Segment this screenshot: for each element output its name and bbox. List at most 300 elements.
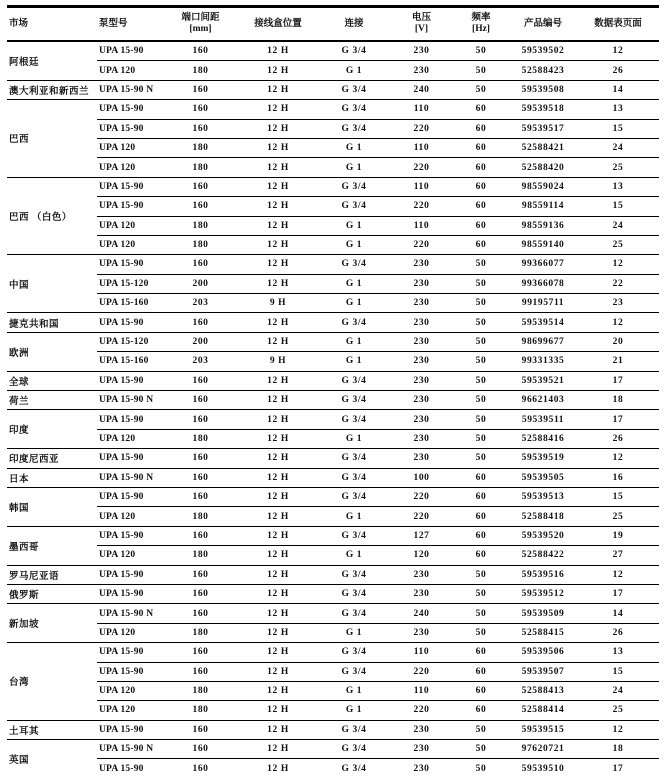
voltage-cell: 230: [390, 565, 453, 584]
table-row: [7, 526, 659, 545]
table-row: [7, 740, 659, 759]
datasheet-page-cell: 14: [577, 80, 659, 99]
pump-model-cell: UPA 15-90: [97, 41, 163, 61]
table-row: [7, 235, 659, 254]
connection-cell: G 3/4: [318, 371, 390, 390]
product-number-cell: 59539511: [509, 410, 577, 429]
port-spacing-cell: 160: [163, 100, 238, 119]
frequency-cell: 50: [453, 61, 509, 80]
pump-model-cell: UPA 120: [97, 61, 163, 80]
port-spacing-cell: 180: [163, 681, 238, 700]
port-spacing-cell: 180: [163, 429, 238, 448]
connection-cell: G 3/4: [318, 526, 390, 545]
port-spacing-cell: 203: [163, 352, 238, 371]
junction-box-cell: 12 H: [238, 487, 318, 506]
header-label: 接线盒位置: [254, 18, 302, 29]
port-spacing-cell: 160: [163, 410, 238, 429]
voltage-cell: 230: [390, 255, 453, 274]
frequency-cell: 50: [453, 565, 509, 584]
datasheet-page-cell: 12: [577, 313, 659, 332]
product-number-cell: 52588422: [509, 546, 577, 565]
datasheet-page-cell: 20: [577, 332, 659, 351]
pump-model-cell: UPA 15-160: [97, 352, 163, 371]
frequency-cell: 60: [453, 119, 509, 138]
port-spacing-cell: 160: [163, 662, 238, 681]
junction-box-cell: 12 H: [238, 449, 318, 468]
voltage-cell: 220: [390, 119, 453, 138]
table-row: [7, 449, 659, 468]
datasheet-page-cell: 26: [577, 429, 659, 448]
port-spacing-cell: 160: [163, 41, 238, 61]
table-row: [7, 313, 659, 332]
voltage-cell: 230: [390, 391, 453, 410]
market-cell: 捷克共和国: [7, 313, 97, 332]
junction-box-cell: 12 H: [238, 507, 318, 526]
voltage-cell: 240: [390, 80, 453, 99]
frequency-cell: 50: [453, 313, 509, 332]
pump-model-cell: UPA 120: [97, 158, 163, 177]
connection-cell: G 3/4: [318, 565, 390, 584]
table-row: [7, 429, 659, 448]
table-row: [7, 759, 659, 777]
datasheet-page-cell: 19: [577, 526, 659, 545]
port-spacing-cell: 160: [163, 449, 238, 468]
voltage-cell: 220: [390, 487, 453, 506]
product-number-cell: 59539513: [509, 487, 577, 506]
frequency-cell: 50: [453, 274, 509, 293]
header-label: 连接: [344, 18, 364, 29]
junction-box-cell: 9 H: [238, 352, 318, 371]
pump-model-cell: UPA 120: [97, 235, 163, 254]
datasheet-page-cell: 26: [577, 623, 659, 642]
port-spacing-cell: 160: [163, 604, 238, 623]
table-row: [7, 391, 659, 410]
port-spacing-cell: 180: [163, 138, 238, 157]
port-spacing-cell: 200: [163, 274, 238, 293]
junction-box-cell: 9 H: [238, 294, 318, 313]
market-cell: 印度尼西亚: [7, 449, 97, 468]
table-row: [7, 41, 659, 61]
port-spacing-cell: 180: [163, 235, 238, 254]
pump-model-cell: UPA 15-90: [97, 759, 163, 777]
table-row: [7, 487, 659, 506]
market-cell: 新加坡: [7, 604, 97, 643]
connection-cell: G 1: [318, 61, 390, 80]
junction-box-cell: 12 H: [238, 119, 318, 138]
voltage-cell: 110: [390, 216, 453, 235]
datasheet-page-cell: 25: [577, 158, 659, 177]
port-spacing-cell: 160: [163, 255, 238, 274]
pump-model-cell: UPA 15-90: [97, 662, 163, 681]
connection-cell: G 1: [318, 546, 390, 565]
datasheet-page-cell: 27: [577, 546, 659, 565]
voltage-cell: 220: [390, 701, 453, 720]
connection-cell: G 1: [318, 352, 390, 371]
port-spacing-cell: 160: [163, 80, 238, 99]
frequency-cell: 60: [453, 100, 509, 119]
voltage-cell: 220: [390, 507, 453, 526]
datasheet-page-cell: 16: [577, 468, 659, 487]
connection-cell: G 3/4: [318, 468, 390, 487]
connection-cell: G 1: [318, 158, 390, 177]
pump-model-cell: UPA 120: [97, 681, 163, 700]
table-row: [7, 410, 659, 429]
table-row: [7, 565, 659, 584]
port-spacing-cell: 203: [163, 294, 238, 313]
connection-cell: G 1: [318, 681, 390, 700]
frequency-cell: 50: [453, 740, 509, 759]
pump-model-cell: UPA 15-160: [97, 294, 163, 313]
datasheet-page-cell: 13: [577, 643, 659, 662]
junction-box-cell: 12 H: [238, 546, 318, 565]
product-number-cell: 52588416: [509, 429, 577, 448]
pump-model-cell: UPA 120: [97, 429, 163, 448]
header-unit: [Hz]: [472, 24, 490, 34]
frequency-cell: 50: [453, 352, 509, 371]
connection-cell: G 1: [318, 623, 390, 642]
product-number-cell: 98559140: [509, 235, 577, 254]
junction-box-cell: 12 H: [238, 332, 318, 351]
port-spacing-cell: 160: [163, 526, 238, 545]
product-number-cell: 52588415: [509, 623, 577, 642]
header-label: 频率: [471, 13, 491, 24]
pump-model-cell: UPA 15-90: [97, 487, 163, 506]
junction-box-cell: 12 H: [238, 643, 318, 662]
datasheet-page-cell: 21: [577, 352, 659, 371]
product-number-cell: 59539520: [509, 526, 577, 545]
port-spacing-cell: 160: [163, 177, 238, 196]
table-row: [7, 507, 659, 526]
frequency-cell: 60: [453, 681, 509, 700]
voltage-cell: 220: [390, 235, 453, 254]
port-spacing-cell: 160: [163, 759, 238, 777]
junction-box-cell: 12 H: [238, 100, 318, 119]
frequency-cell: 60: [453, 526, 509, 545]
connection-cell: G 3/4: [318, 449, 390, 468]
port-spacing-cell: 160: [163, 487, 238, 506]
table-row: [7, 177, 659, 196]
connection-cell: G 1: [318, 429, 390, 448]
connection-cell: G 3/4: [318, 313, 390, 332]
pump-model-cell: UPA 120: [97, 216, 163, 235]
product-number-cell: 59539521: [509, 371, 577, 390]
port-spacing-cell: 200: [163, 332, 238, 351]
junction-box-cell: 12 H: [238, 138, 318, 157]
product-number-cell: 98559114: [509, 197, 577, 216]
market-cell: 全球: [7, 371, 97, 390]
pump-model-cell: UPA 15-90: [97, 410, 163, 429]
voltage-cell: 100: [390, 468, 453, 487]
product-number-cell: 52588413: [509, 681, 577, 700]
frequency-cell: 50: [453, 410, 509, 429]
datasheet-page-cell: 25: [577, 701, 659, 720]
junction-box-cell: 12 H: [238, 429, 318, 448]
datasheet-page-cell: 12: [577, 449, 659, 468]
connection-cell: G 3/4: [318, 759, 390, 777]
junction-box-cell: 12 H: [238, 371, 318, 390]
col-header-product-number: [509, 7, 577, 42]
product-number-cell: 59539519: [509, 449, 577, 468]
product-number-cell: 59539505: [509, 468, 577, 487]
market-cell: 巴西: [7, 100, 97, 178]
port-spacing-cell: 160: [163, 468, 238, 487]
voltage-cell: 230: [390, 371, 453, 390]
junction-box-cell: 12 H: [238, 526, 318, 545]
market-cell: 墨西哥: [7, 526, 97, 565]
product-number-cell: 59539508: [509, 80, 577, 99]
junction-box-cell: 12 H: [238, 391, 318, 410]
product-number-cell: 59539509: [509, 604, 577, 623]
table-row: [7, 662, 659, 681]
product-number-cell: 59539515: [509, 720, 577, 739]
voltage-cell: 230: [390, 584, 453, 603]
connection-cell: G 3/4: [318, 177, 390, 196]
voltage-cell: 230: [390, 759, 453, 777]
product-number-cell: 59539517: [509, 119, 577, 138]
pump-model-cell: UPA 15-90: [97, 177, 163, 196]
junction-box-cell: 12 H: [238, 604, 318, 623]
pump-model-cell: UPA 15-120: [97, 274, 163, 293]
junction-box-cell: 12 H: [238, 177, 318, 196]
col-header-frequency: [453, 7, 509, 42]
voltage-cell: 230: [390, 274, 453, 293]
pump-model-cell: UPA 120: [97, 546, 163, 565]
header-label: 数据表页面: [594, 18, 642, 29]
header-unit: [V]: [414, 24, 429, 34]
product-number-cell: 96621403: [509, 391, 577, 410]
frequency-cell: 60: [453, 507, 509, 526]
datasheet-page-cell: 25: [577, 507, 659, 526]
connection-cell: G 3/4: [318, 740, 390, 759]
junction-box-cell: 12 H: [238, 313, 318, 332]
table-row: [7, 584, 659, 603]
market-cell: 台湾: [7, 643, 97, 721]
datasheet-page-cell: 15: [577, 119, 659, 138]
pump-model-cell: UPA 15-90: [97, 313, 163, 332]
port-spacing-cell: 160: [163, 584, 238, 603]
connection-cell: G 3/4: [318, 487, 390, 506]
product-number-cell: 59539518: [509, 100, 577, 119]
port-spacing-cell: 160: [163, 371, 238, 390]
voltage-cell: 230: [390, 294, 453, 313]
datasheet-page-cell: 17: [577, 371, 659, 390]
datasheet-page-cell: 14: [577, 604, 659, 623]
port-spacing-cell: 160: [163, 565, 238, 584]
connection-cell: G 3/4: [318, 197, 390, 216]
connection-cell: G 1: [318, 235, 390, 254]
voltage-cell: 110: [390, 643, 453, 662]
pump-model-cell: UPA 15-90 N: [97, 740, 163, 759]
port-spacing-cell: 180: [163, 216, 238, 235]
pump-model-cell: UPA 15-90 N: [97, 468, 163, 487]
datasheet-page-cell: 24: [577, 216, 659, 235]
market-cell: 欧洲: [7, 332, 97, 371]
col-header-junction-box-position: [238, 7, 318, 42]
table-row: [7, 294, 659, 313]
connection-cell: G 3/4: [318, 643, 390, 662]
datasheet-page-cell: 15: [577, 662, 659, 681]
product-number-cell: 97620721: [509, 740, 577, 759]
junction-box-cell: 12 H: [238, 235, 318, 254]
connection-cell: G 3/4: [318, 119, 390, 138]
frequency-cell: 60: [453, 138, 509, 157]
port-spacing-cell: 160: [163, 740, 238, 759]
connection-cell: G 3/4: [318, 41, 390, 61]
junction-box-cell: 12 H: [238, 61, 318, 80]
market-cell: 日本: [7, 468, 97, 487]
connection-cell: G 3/4: [318, 662, 390, 681]
datasheet-page-cell: 17: [577, 759, 659, 777]
product-number-cell: 98559136: [509, 216, 577, 235]
market-cell: 中国: [7, 255, 97, 313]
datasheet-page-cell: 15: [577, 197, 659, 216]
junction-box-cell: 12 H: [238, 701, 318, 720]
connection-cell: G 1: [318, 138, 390, 157]
voltage-cell: 240: [390, 604, 453, 623]
port-spacing-cell: 160: [163, 197, 238, 216]
port-spacing-cell: 180: [163, 61, 238, 80]
junction-box-cell: 12 H: [238, 623, 318, 642]
junction-box-cell: 12 H: [238, 216, 318, 235]
col-header-market: [7, 7, 97, 42]
market-cell: 荷兰: [7, 391, 97, 410]
col-header-pump-model: [97, 7, 163, 42]
table-row: [7, 255, 659, 274]
frequency-cell: 60: [453, 546, 509, 565]
frequency-cell: 60: [453, 216, 509, 235]
connection-cell: G 1: [318, 332, 390, 351]
product-number-cell: 59539507: [509, 662, 577, 681]
voltage-cell: 230: [390, 41, 453, 61]
junction-box-cell: 12 H: [238, 720, 318, 739]
frequency-cell: 60: [453, 158, 509, 177]
port-spacing-cell: 180: [163, 701, 238, 720]
datasheet-page-cell: 23: [577, 294, 659, 313]
connection-cell: G 3/4: [318, 720, 390, 739]
junction-box-cell: 12 H: [238, 255, 318, 274]
product-number-cell: 59539516: [509, 565, 577, 584]
connection-cell: G 3/4: [318, 80, 390, 99]
datasheet-page-cell: 13: [577, 100, 659, 119]
frequency-cell: 50: [453, 449, 509, 468]
junction-box-cell: 12 H: [238, 584, 318, 603]
port-spacing-cell: 160: [163, 391, 238, 410]
product-number-cell: 59539514: [509, 313, 577, 332]
frequency-cell: 60: [453, 662, 509, 681]
connection-cell: G 3/4: [318, 100, 390, 119]
product-number-cell: 59539512: [509, 584, 577, 603]
junction-box-cell: 12 H: [238, 410, 318, 429]
voltage-cell: 110: [390, 100, 453, 119]
frequency-cell: 50: [453, 623, 509, 642]
pump-variants-table: [7, 5, 659, 777]
pump-model-cell: UPA 15-90 N: [97, 604, 163, 623]
product-number-cell: 99331335: [509, 352, 577, 371]
header-label: 泵型号: [99, 18, 128, 29]
table-row: [7, 468, 659, 487]
junction-box-cell: 12 H: [238, 197, 318, 216]
product-number-cell: 59539506: [509, 643, 577, 662]
connection-cell: G 3/4: [318, 410, 390, 429]
port-spacing-cell: 160: [163, 119, 238, 138]
table-row: [7, 371, 659, 390]
product-number-cell: 59539502: [509, 41, 577, 61]
table-row: [7, 274, 659, 293]
voltage-cell: 220: [390, 662, 453, 681]
datasheet-page-cell: 12: [577, 41, 659, 61]
datasheet-page-cell: 12: [577, 255, 659, 274]
voltage-cell: 110: [390, 177, 453, 196]
junction-box-cell: 12 H: [238, 662, 318, 681]
table-row: [7, 546, 659, 565]
market-cell: 英国: [7, 740, 97, 777]
pump-model-cell: UPA 120: [97, 507, 163, 526]
header-label: 电压: [411, 13, 431, 24]
frequency-cell: 50: [453, 80, 509, 99]
market-cell: 印度: [7, 410, 97, 449]
frequency-cell: 50: [453, 294, 509, 313]
pump-model-cell: UPA 15-120: [97, 332, 163, 351]
table-row: [7, 138, 659, 157]
table-row: [7, 604, 659, 623]
junction-box-cell: 12 H: [238, 565, 318, 584]
market-cell: 澳大利亚和新西兰: [7, 80, 97, 99]
voltage-cell: 127: [390, 526, 453, 545]
port-spacing-cell: 180: [163, 158, 238, 177]
frequency-cell: 60: [453, 235, 509, 254]
frequency-cell: 50: [453, 255, 509, 274]
col-header-datasheet-page: [577, 7, 659, 42]
product-number-cell: 99195711: [509, 294, 577, 313]
datasheet-page-cell: 15: [577, 487, 659, 506]
frequency-cell: 60: [453, 643, 509, 662]
product-number-cell: 99366077: [509, 255, 577, 274]
junction-box-cell: 12 H: [238, 158, 318, 177]
junction-box-cell: 12 H: [238, 681, 318, 700]
frequency-cell: 50: [453, 759, 509, 777]
table-body: [7, 41, 659, 777]
connection-cell: G 1: [318, 507, 390, 526]
table-row: [7, 80, 659, 99]
table-row: [7, 119, 659, 138]
table-row: [7, 643, 659, 662]
pump-model-cell: UPA 15-90: [97, 584, 163, 603]
datasheet-page-cell: 12: [577, 565, 659, 584]
port-spacing-cell: 180: [163, 623, 238, 642]
product-number-cell: 98559024: [509, 177, 577, 196]
datasheet-page-cell: 25: [577, 235, 659, 254]
datasheet-page-cell: 22: [577, 274, 659, 293]
product-number-cell: 52588420: [509, 158, 577, 177]
product-number-cell: 52588418: [509, 507, 577, 526]
table-row: [7, 61, 659, 80]
market-cell: 俄罗斯: [7, 584, 97, 603]
pump-model-cell: UPA 15-90: [97, 100, 163, 119]
product-number-cell: 52588423: [509, 61, 577, 80]
frequency-cell: 50: [453, 720, 509, 739]
frequency-cell: 60: [453, 468, 509, 487]
table-row: [7, 623, 659, 642]
voltage-cell: 230: [390, 352, 453, 371]
voltage-cell: 110: [390, 138, 453, 157]
table-row: [7, 216, 659, 235]
voltage-cell: 110: [390, 681, 453, 700]
table-row: [7, 352, 659, 371]
voltage-cell: 230: [390, 61, 453, 80]
port-spacing-cell: 180: [163, 546, 238, 565]
product-number-cell: 52588421: [509, 138, 577, 157]
junction-box-cell: 12 H: [238, 80, 318, 99]
